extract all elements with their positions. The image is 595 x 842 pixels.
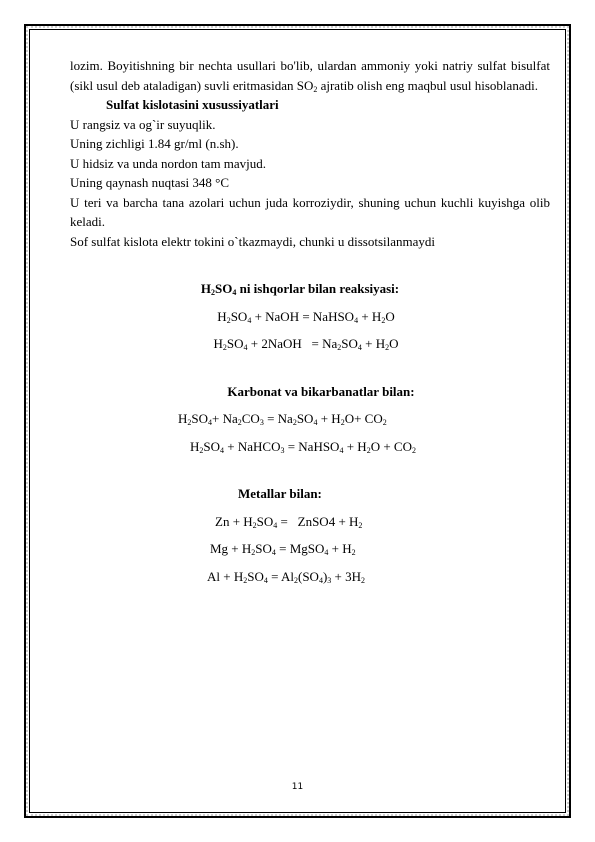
intro-paragraph (70, 56, 550, 95)
property-item: Uning qaynash nuqtasi 348 °C (70, 175, 230, 190)
properties-heading: Sulfat kislotasini xusussiyatlari (106, 97, 279, 112)
intro-text-a: lozim. Boyitishning bir nechta usullari bo'lib, ulardan ammoniy yoki natriy sulfat bisulfat (sikl usul deb ataladigan) suvli eritmasidan SO (70, 58, 550, 93)
property-item: U hidsiz va unda nordon tam mavjud. (70, 155, 267, 171)
property-item: U teri va barcha tana azolari uchun juda korroziydir, shuning uchun kuchli kuyishga olib keladi. (70, 194, 550, 229)
equation-magnesium: $Mg + H_2SO_4$ = MgSO$_4$ + $H_2$ (210, 541, 356, 557)
page-number: 11 (291, 782, 304, 792)
equation-bicarbonate: $H_2SO_4$ + NaHCO$_3$ = NaHSO$_4$ + $H_2O + CO_2$ (190, 438, 416, 455)
intro-subscript: 2 (313, 84, 318, 94)
equation-aluminium: $Al + H_2SO_4 = Al_2(SO_4)_3 + 3H_2$ (207, 568, 366, 585)
alkali-heading: $H_2SO_4$ ni ishqorlar bilan reaksiyasi: (200, 281, 400, 297)
equation-zinc: $Zn + H_2SO_4$ = ZnSO4 + $H_2$ (215, 513, 363, 530)
carbonate-heading: Karbonat va bikarbanatlar bilan: (227, 383, 415, 399)
equation-naoh-1: $H_2SO_4$ + NaOH = NaHSO$_4$ + $H_2O$ (217, 308, 395, 325)
equation-naoh-2: $H_2SO_4$ + 2NaOH = $Na_2SO_4 + H_2O$ (213, 336, 399, 352)
page-content (70, 56, 550, 586)
property-item: U rangsiz va og`ir suyuqlik. (70, 116, 216, 132)
property-item: Sof sulfat kislota elektr tokini o`tkazmaydi, chunki u dissotsilanmaydi (70, 233, 436, 249)
equation-carbonate: $H_2SO_4+ Na_2CO_3 = Na_2SO_4 + H_2O+ CO_2$ (178, 411, 387, 427)
intro-text-b: ajratib olish eng maqbul usul hisoblanadi. (317, 77, 538, 93)
metals-heading: Metallar bilan: (238, 486, 322, 501)
property-item: Uning zichligi 1.84 gr/ml (n.sh). (70, 136, 239, 151)
